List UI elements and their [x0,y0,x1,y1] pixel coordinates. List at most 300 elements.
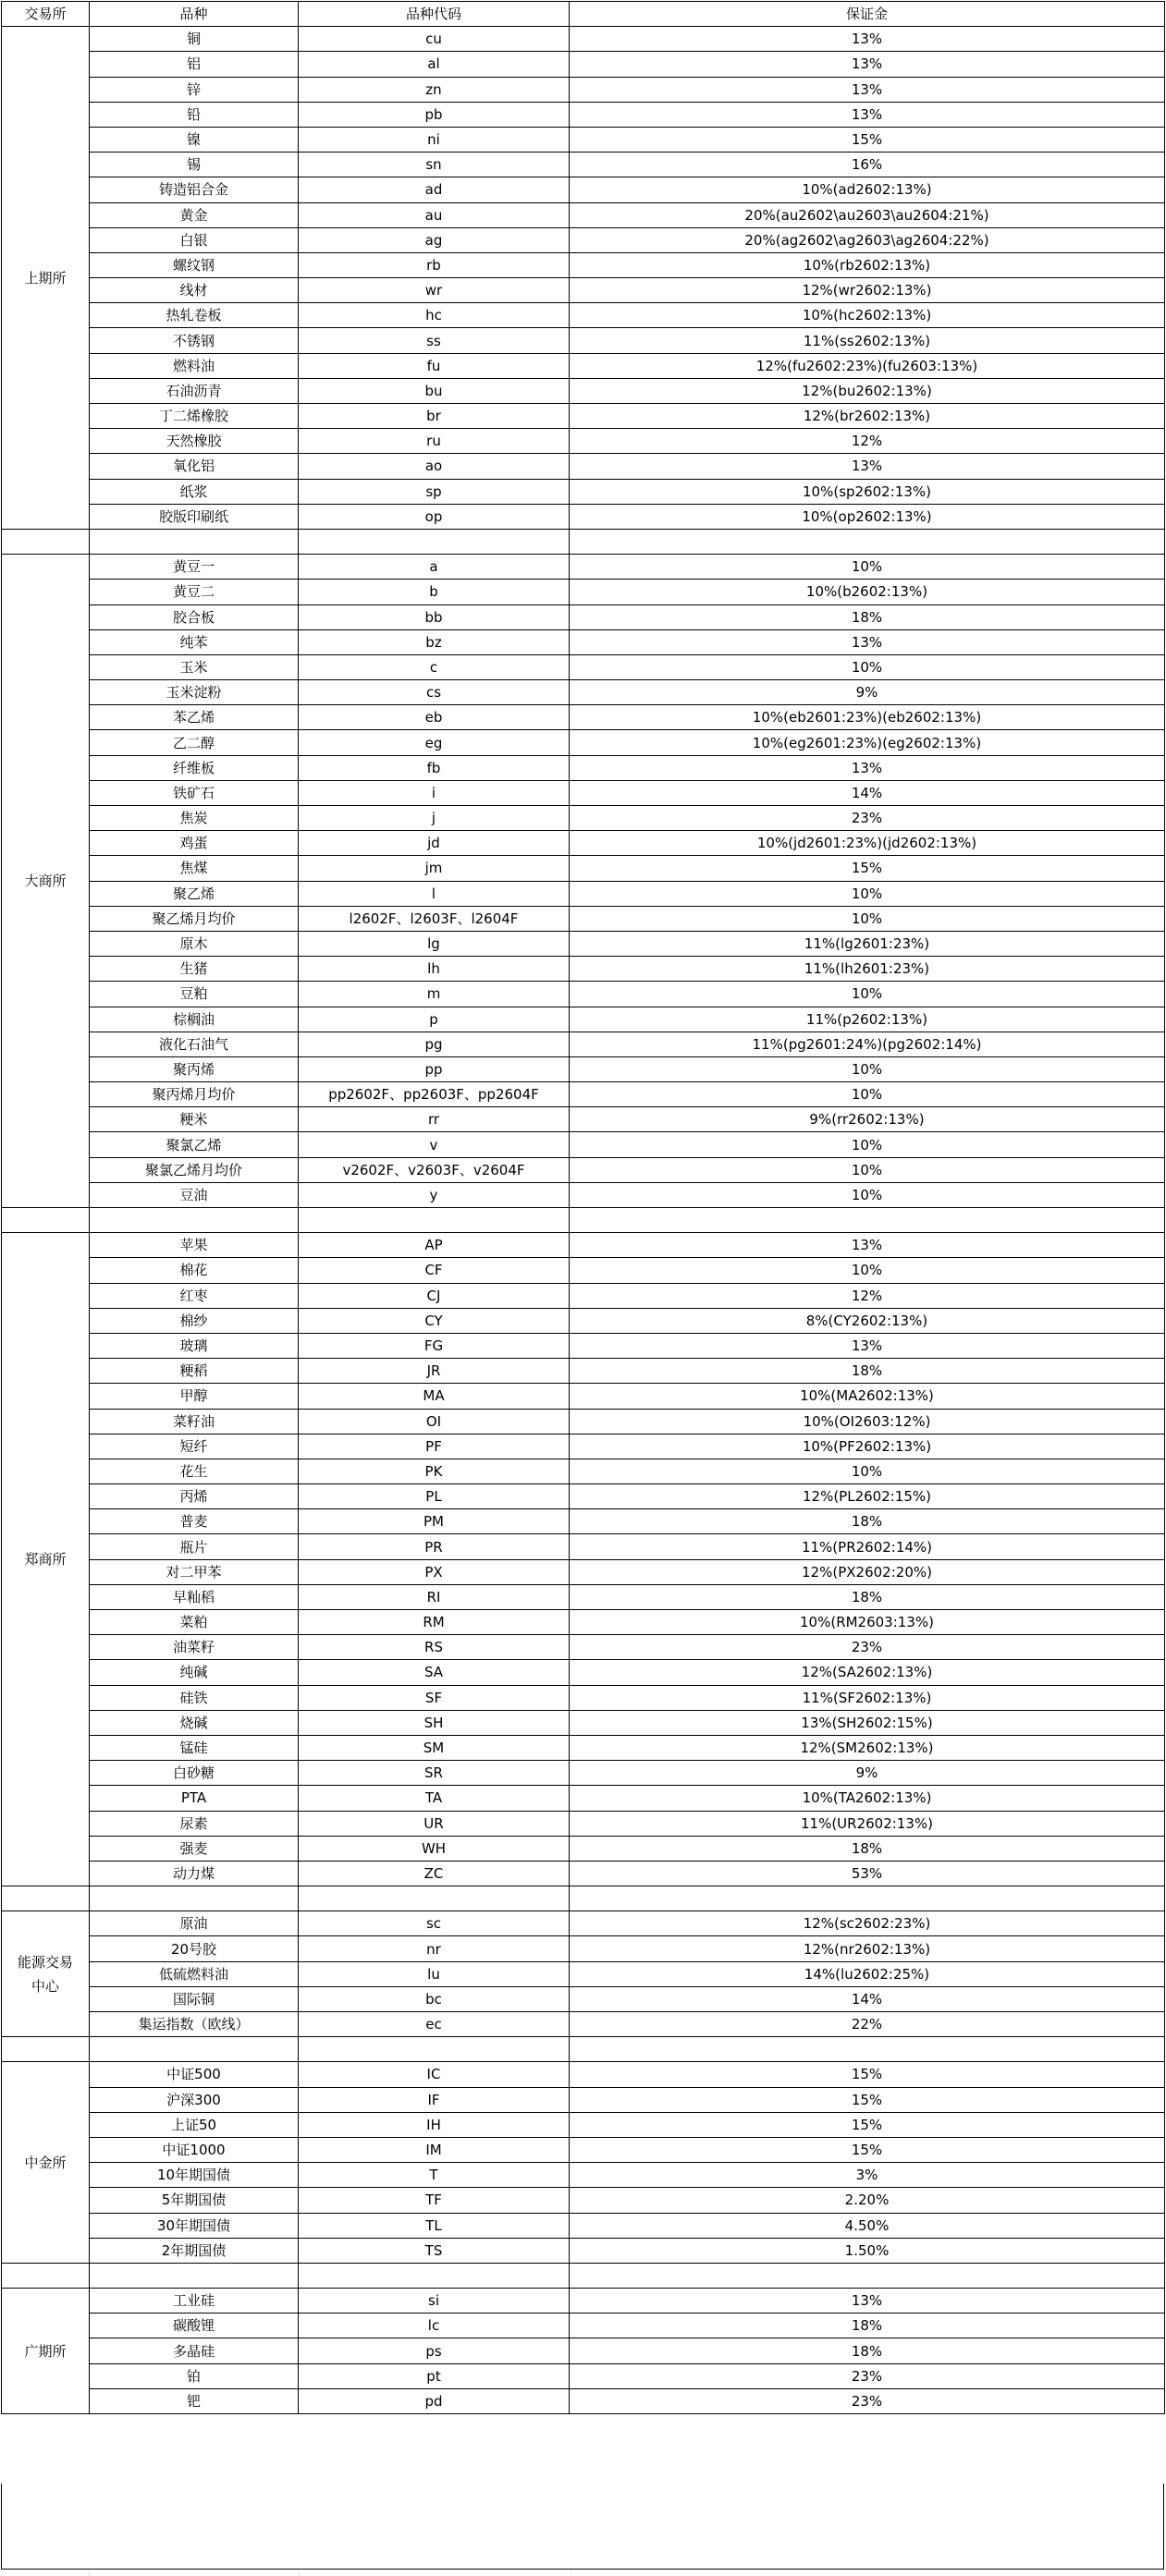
variety-cell: 花生 [90,1459,299,1483]
code-cell: ps [299,2338,570,2363]
margin-cell: 11%(lh2601:23%) [570,957,1165,982]
code-cell: ad [299,177,570,202]
variety-cell: 玉米淀粉 [90,680,299,705]
margin-cell: 14%(lu2602:25%) [570,1961,1165,1986]
variety-cell: 聚乙烯 [90,881,299,906]
variety-cell: 菜粕 [90,1610,299,1635]
code-cell: SR [299,1761,570,1786]
table-row [2,27,1165,52]
spacer-row [2,2037,1165,2062]
variety-cell: 中证500 [90,2062,299,2087]
code-cell: lg [299,931,570,956]
code-cell: PR [299,1534,570,1559]
variety-cell: 尿素 [90,1811,299,1836]
margin-cell: 10% [570,906,1165,931]
margin-cell: 10% [570,1157,1165,1182]
table-row [2,404,1165,429]
code-cell: RS [299,1635,570,1660]
code-cell: ru [299,429,570,454]
code-cell: TA [299,1786,570,1811]
margin-cell: 10%(TA2602:13%) [570,1786,1165,1811]
variety-cell: 铁矿石 [90,780,299,805]
margin-cell: 23% [570,2388,1165,2413]
code-cell: br [299,404,570,429]
variety-cell: 中证1000 [90,2137,299,2162]
margin-cell: 12%(fu2602:23%)(fu2603:13%) [570,353,1165,378]
margin-cell: 15% [570,2112,1165,2137]
code-cell: au [299,202,570,227]
variety-cell: 棉纱 [90,1308,299,1333]
table-row [2,1911,1165,1936]
margin-cell: 12%(PL2602:15%) [570,1484,1165,1509]
code-cell: lh [299,957,570,982]
variety-cell: 焦煤 [90,856,299,881]
table-row [2,730,1165,755]
table-row [2,2087,1165,2112]
variety-cell: 30年期国债 [90,2213,299,2238]
table-row [2,353,1165,378]
header-margin: 保证金 [570,2,1165,27]
exchange-cell: 大商所 [2,555,90,1208]
table-row [2,1484,1165,1509]
empty-cell [570,1886,1165,1911]
variety-cell: 对二甲苯 [90,1559,299,1584]
margin-cell: 23% [570,1635,1165,1660]
table-row [2,1610,1165,1635]
empty-cell [90,1886,299,1911]
margin-cell: 12%(SA2602:13%) [570,1660,1165,1685]
code-cell: nr [299,1936,570,1961]
code-cell: jm [299,856,570,881]
table-row [2,1434,1165,1459]
code-cell: fu [299,353,570,378]
variety-cell: 多晶硅 [90,2338,299,2363]
code-cell: hc [299,303,570,328]
margin-cell: 10%(eb2601:23%)(eb2602:13%) [570,705,1165,730]
code-cell: zn [299,77,570,102]
table-row [2,982,1165,1007]
variety-cell: 棉花 [90,1258,299,1283]
variety-cell: 硅铁 [90,1685,299,1710]
code-cell: TS [299,2238,570,2263]
code-cell: SH [299,1710,570,1735]
gridline [299,2571,300,2576]
empty-cell [90,2037,299,2062]
table-row [2,1986,1165,2011]
table-row [2,2213,1165,2238]
variety-cell: PTA [90,1786,299,1811]
table-row [2,127,1165,152]
margin-cell: 13% [570,1333,1165,1358]
margin-cell: 13% [570,27,1165,52]
table-row [2,1786,1165,1811]
variety-cell: 锰硅 [90,1735,299,1760]
table-row [2,2112,1165,2137]
table-row [2,1710,1165,1735]
table-row [2,1409,1165,1434]
code-cell: JR [299,1359,570,1384]
margin-cell: 15% [570,127,1165,152]
code-cell: sp [299,479,570,504]
table-row [2,2238,1165,2263]
code-cell: pt [299,2363,570,2388]
table-row [2,1861,1165,1886]
code-cell: cu [299,27,570,52]
table-row [2,580,1165,604]
variety-cell: 玉米 [90,654,299,679]
code-cell: pp2602F、pp2603F、pp2604F [299,1082,570,1107]
code-cell: v [299,1132,570,1157]
code-cell: sn [299,153,570,177]
code-cell: OI [299,1409,570,1434]
margin-cell: 10%(eg2601:23%)(eg2602:13%) [570,730,1165,755]
table-row [2,1359,1165,1384]
variety-cell: 动力煤 [90,1861,299,1886]
variety-cell: 铸造铝合金 [90,177,299,202]
margin-cell: 10%(RM2603:13%) [570,1610,1165,1635]
margin-cell: 10% [570,1258,1165,1283]
margin-cell: 10%(MA2602:13%) [570,1384,1165,1409]
code-cell: fb [299,755,570,780]
code-cell: sc [299,1911,570,1936]
table-row [2,806,1165,831]
table-row [2,555,1165,580]
margin-cell: 13% [570,454,1165,479]
variety-cell: 黄豆一 [90,555,299,580]
variety-cell: 上证50 [90,2112,299,2137]
variety-cell: 沪深300 [90,2087,299,2112]
code-cell: TF [299,2188,570,2213]
variety-cell: 短纤 [90,1434,299,1459]
margin-cell: 12%(wr2602:13%) [570,278,1165,303]
table-row [2,1056,1165,1081]
variety-cell: 黄豆二 [90,580,299,604]
variety-cell: 集运指数（欧线） [90,2012,299,2037]
table-row [2,1308,1165,1333]
spacer-row [2,1208,1165,1233]
code-cell: MA [299,1384,570,1409]
table-row [2,629,1165,654]
variety-cell: 棕榈油 [90,1007,299,1032]
table-row [2,2012,1165,2037]
code-cell: lc [299,2314,570,2338]
table-row [2,303,1165,328]
code-cell: IH [299,2112,570,2137]
table-row [2,1961,1165,1986]
table-row [2,1836,1165,1861]
variety-cell: 天然橡胶 [90,429,299,454]
margin-cell: 13% [570,1233,1165,1258]
table-row [2,2388,1165,2413]
empty-cell [2,529,90,554]
margin-cell: 15% [570,2087,1165,2112]
variety-cell: 碳酸锂 [90,2314,299,2338]
exchange-cell: 广期所 [2,2289,90,2414]
table-row [2,2363,1165,2388]
header-exchange: 交易所 [2,2,90,27]
code-cell: ag [299,227,570,252]
code-cell: IF [299,2087,570,2112]
variety-cell: 铜 [90,27,299,52]
table-row [2,1157,1165,1182]
variety-cell: 铅 [90,102,299,127]
margin-cell: 18% [570,604,1165,629]
code-cell: lu [299,1961,570,1986]
variety-cell: 低硫燃料油 [90,1961,299,1986]
variety-cell: 豆油 [90,1182,299,1207]
table-row [2,102,1165,127]
margin-cell: 22% [570,2012,1165,2037]
margin-cell: 12%(nr2602:13%) [570,1936,1165,1961]
code-cell: RI [299,1584,570,1609]
code-cell: bz [299,629,570,654]
table-row [2,705,1165,730]
code-cell: si [299,2289,570,2314]
variety-cell: 聚氯乙烯 [90,1132,299,1157]
margin-cell: 20%(au2602\au2603\au2604:21%) [570,202,1165,227]
margin-cell: 12%(PX2602:20%) [570,1559,1165,1584]
margin-cell: 9% [570,680,1165,705]
table-row [2,52,1165,77]
margin-cell: 15% [570,2137,1165,2162]
variety-cell: 20号胶 [90,1936,299,1961]
code-cell: pp [299,1056,570,1081]
code-cell: wr [299,278,570,303]
empty-cell [299,2037,570,2062]
margin-cell: 10%(hc2602:13%) [570,303,1165,328]
header-code: 品种代码 [299,2,570,27]
code-cell: eg [299,730,570,755]
margin-cell: 11%(p2602:13%) [570,1007,1165,1032]
variety-cell: 油菜籽 [90,1635,299,1660]
exchange-cell: 能源交易 中心 [2,1911,90,2037]
variety-cell: 铂 [90,2363,299,2388]
variety-cell: 纤维板 [90,755,299,780]
code-cell: WH [299,1836,570,1861]
code-cell: PL [299,1484,570,1509]
empty-cell [90,529,299,554]
exchange-cell: 郑商所 [2,1233,90,1886]
table-row [2,202,1165,227]
table-row [2,1761,1165,1786]
margin-cell: 10% [570,555,1165,580]
variety-cell: 生猪 [90,957,299,982]
code-cell: jd [299,831,570,856]
margin-cell: 13% [570,77,1165,102]
table-row [2,654,1165,679]
variety-cell: 液化石油气 [90,1032,299,1056]
code-cell: SA [299,1660,570,1685]
code-cell: PK [299,1459,570,1483]
code-cell: pg [299,1032,570,1056]
table-row [2,1735,1165,1760]
margin-cell: 15% [570,2062,1165,2087]
code-cell: FG [299,1333,570,1358]
empty-cell [299,2263,570,2288]
table-row [2,328,1165,353]
table-row [2,1685,1165,1710]
table-row [2,2338,1165,2363]
table-row [2,755,1165,780]
code-cell: ec [299,2012,570,2037]
table-row [2,957,1165,982]
table-row [2,378,1165,403]
variety-cell: 丙烯 [90,1484,299,1509]
table-row [2,1107,1165,1132]
margin-cell: 10%(PF2602:13%) [570,1434,1165,1459]
code-cell: bc [299,1986,570,2011]
code-cell: SF [299,1685,570,1710]
margin-cell: 10%(rb2602:13%) [570,252,1165,277]
margin-cell: 10% [570,1459,1165,1483]
variety-cell: 聚丙烯 [90,1056,299,1081]
code-cell: PM [299,1509,570,1534]
table-row [2,504,1165,529]
margin-cell: 14% [570,780,1165,805]
variety-cell: 纯碱 [90,1660,299,1685]
table-row [2,2314,1165,2338]
margin-cell: 10%(op2602:13%) [570,504,1165,529]
variety-cell: 铝 [90,52,299,77]
margin-cell: 18% [570,2338,1165,2363]
variety-cell: 聚乙烯月均价 [90,906,299,931]
margin-cell: 10% [570,1132,1165,1157]
margin-cell: 18% [570,1359,1165,1384]
margin-cell: 20%(ag2602\ag2603\ag2604:22%) [570,227,1165,252]
variety-cell: 10年期国债 [90,2163,299,2188]
variety-cell: 氧化铝 [90,454,299,479]
code-cell: m [299,982,570,1007]
variety-cell: 黄金 [90,202,299,227]
code-cell: TL [299,2213,570,2238]
variety-cell: 乙二醇 [90,730,299,755]
variety-cell: 不锈钢 [90,328,299,353]
variety-cell: 燃料油 [90,353,299,378]
empty-cell [2,1208,90,1233]
margin-cell: 1.50% [570,2238,1165,2263]
header-variety: 品种 [90,2,299,27]
variety-cell: 白砂糖 [90,1761,299,1786]
variety-cell: 纸浆 [90,479,299,504]
empty-cell [299,1886,570,1911]
code-cell: SM [299,1735,570,1760]
code-cell: eb [299,705,570,730]
margin-cell: 23% [570,2363,1165,2388]
code-cell: PF [299,1434,570,1459]
margin-cell: 9% [570,1761,1165,1786]
empty-cell [570,529,1165,554]
exchange-cell: 上期所 [2,27,90,530]
table-row [2,77,1165,102]
table-row [2,906,1165,931]
code-cell: op [299,504,570,529]
margin-cell: 14% [570,1986,1165,2011]
table-row [2,1534,1165,1559]
spacer-row [2,1886,1165,1911]
code-cell: rr [299,1107,570,1132]
code-cell: bu [299,378,570,403]
variety-cell: 2年期国债 [90,2238,299,2263]
header-row [2,2,1165,27]
variety-cell: 豆粕 [90,982,299,1007]
margin-cell: 13% [570,52,1165,77]
code-cell: pb [299,102,570,127]
margin-cell: 10%(sp2602:13%) [570,479,1165,504]
code-cell: ao [299,454,570,479]
variety-cell: 焦炭 [90,806,299,831]
variety-cell: 菜籽油 [90,1409,299,1434]
table-row [2,1182,1165,1207]
exchange-cell: 中金所 [2,2062,90,2264]
code-cell: v2602F、v2603F、v2604F [299,1157,570,1182]
table-row [2,2062,1165,2087]
margin-cell: 11%(UR2602:13%) [570,1811,1165,1836]
margin-cell: 15% [570,856,1165,881]
variety-cell: 白银 [90,227,299,252]
margin-cell: 23% [570,806,1165,831]
margin-cell: 10% [570,1182,1165,1207]
variety-cell: 烧碱 [90,1710,299,1735]
table-row [2,278,1165,303]
margin-cell: 18% [570,1509,1165,1534]
table-row [2,881,1165,906]
empty-cell [570,2263,1165,2288]
margin-cell: 12% [570,429,1165,454]
code-cell: cs [299,680,570,705]
variety-cell: 胶合板 [90,604,299,629]
margin-table [1,1,1165,2414]
variety-cell: 红枣 [90,1283,299,1308]
variety-cell: 工业硅 [90,2289,299,2314]
code-cell: RM [299,1610,570,1635]
code-cell: pd [299,2388,570,2413]
empty-cell [570,2037,1165,2062]
table-row [2,252,1165,277]
table-row [2,2188,1165,2213]
code-cell: T [299,2163,570,2188]
table-row [2,1660,1165,1685]
margin-cell: 10% [570,654,1165,679]
margin-cell: 18% [570,1836,1165,1861]
table-row [2,177,1165,202]
code-cell: ni [299,127,570,152]
table-row [2,1283,1165,1308]
margin-cell: 10%(b2602:13%) [570,580,1165,604]
table-row [2,680,1165,705]
table-row [2,1584,1165,1609]
margin-cell: 10%(jd2601:23%)(jd2602:13%) [570,831,1165,856]
margin-cell: 13% [570,2289,1165,2314]
variety-cell: 聚氯乙烯月均价 [90,1157,299,1182]
code-cell: al [299,52,570,77]
variety-cell: 石油沥青 [90,378,299,403]
code-cell: UR [299,1811,570,1836]
margin-cell: 13% [570,755,1165,780]
margin-cell: 11%(pg2601:24%)(pg2602:14%) [570,1032,1165,1056]
margin-cell: 8%(CY2602:13%) [570,1308,1165,1333]
margin-cell: 10%(OI2603:12%) [570,1409,1165,1434]
variety-cell: 粳米 [90,1107,299,1132]
table-row [2,153,1165,177]
table-row [2,479,1165,504]
margin-cell: 11%(SF2602:13%) [570,1685,1165,1710]
margin-cell: 13% [570,102,1165,127]
variety-cell: 锡 [90,153,299,177]
code-cell: l [299,881,570,906]
code-cell: i [299,780,570,805]
variety-cell: 瓶片 [90,1534,299,1559]
code-cell: CF [299,1258,570,1283]
